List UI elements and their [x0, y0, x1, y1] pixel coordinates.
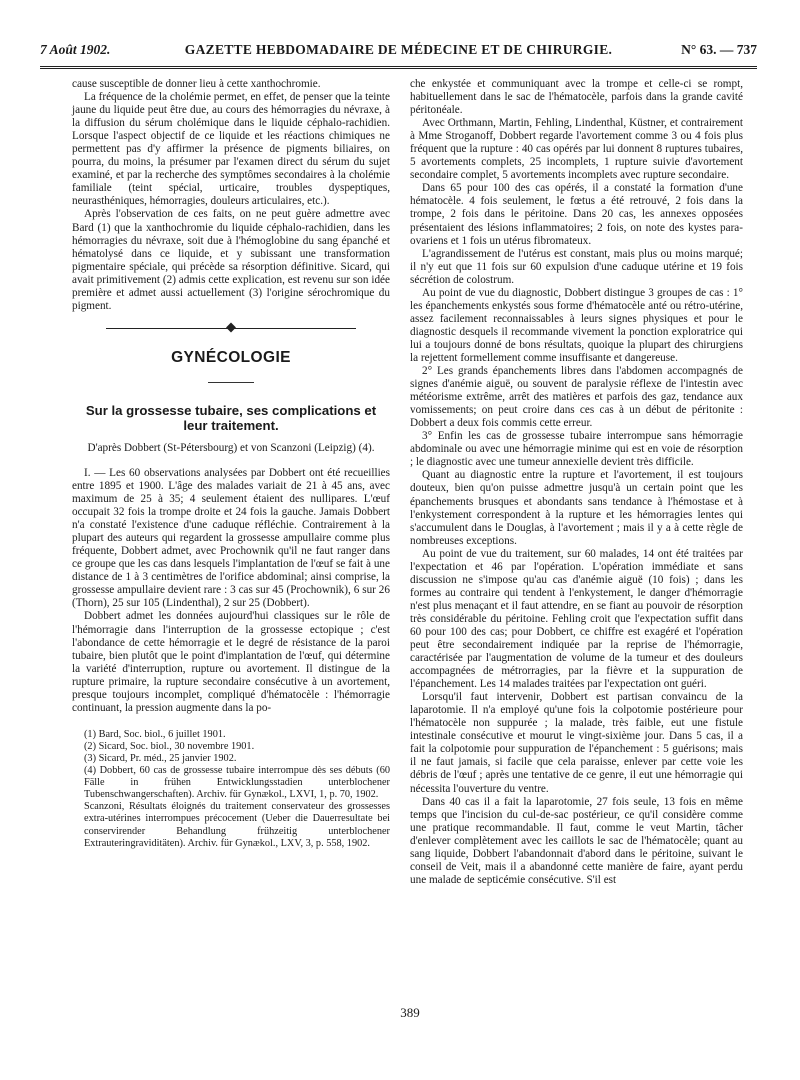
heading-rule [208, 382, 254, 383]
right-paragraph: 3° Enfin les cas de grossesse tubaire interrompue sans hémorragie abdominale ou avec une hémorragie minime qui est en voie de résorption ; le diagnostic avec une tumeur annexielle devient très difficile. [410, 430, 743, 469]
issue-number: N° 63. — 737 [681, 42, 757, 57]
footnote: (2) Sicard, Soc. biol., 30 novembre 1901. [84, 740, 255, 752]
article-title: Sur la grossesse tubaire, ses complications et leur traitement. [85, 402, 377, 433]
footnotes [72, 729, 390, 850]
right-paragraph: Lorsqu'il faut intervenir, Dobbert est partisan convaincu de la laparotomie. Il n'a employé qu'une fois la colpotomie postérieure pour l'hématocèle non suppurée ; la malade, très faible, eut une fistule intestinale consécutive et mourut le vingt-sixième jour. Dans 5 cas, il a fait la colpotomie pour suppuration de l'épanchement : 5 guérisons; mais il ne faut jamais, si facile que cela paraisse, enlever par cette voie les débris de l'œuf ; après une tentative de ce genre, il eut une hémorragie qui nécessita l'ouverture du ventre. [410, 691, 743, 795]
footnote: (3) Sicard, Pr. méd., 25 janvier 1902. [84, 753, 237, 765]
header-date: 7 Août 1902. [40, 42, 111, 57]
right-paragraph: Avec Orthmann, Martin, Fehling, Lindenthal, Küstner, et contrairement à Mme Stroganoff, Dobbert regarde l'avortement comme 3 ou 4 fois plus fréquent que la rupture : 40 cas opérés par lui donnent 8 ruptures tubaires, 5 avortements complets, 25 incomplets, 1 rupture suivie d'avortement secondaire complet, 5 avortements incomplets avec rupture secondaire. [410, 117, 743, 182]
right-paragraph: Au point de vue du traitement, sur 60 malades, 14 ont été traitées par l'expectation et 46 par l'opération. L'opération immédiate et sans discussion ne s'impose qu'au cas d'anémie aiguë (10 fois) ; dans les formes au contraire qui tendent à l'enkystement, le danger d'hémorragie n'est plus menaçant et il faut attendre, en se fiant au pouvoir de résorption très considérable du péritoine. Fehling croit que l'expectation suffit dans 60 pour 100 des cas; pour Dobbert, ce chiffre est exagéré et l'opération peut être secondairement indiquée par la reprise de l'hémorragie, caractérisée par l'augmentation de volume de la tumeur et des douleurs accompagnées de métrorragies, par la fièvre et la suppuration de l'épanchement. Les 14 malades traitées par l'expectation ont guéri. [410, 547, 743, 691]
left-paragraph: cause susceptible de donner lieu à cette xanthochromie. [72, 78, 321, 90]
right-paragraph: Dans 65 pour 100 des cas opérés, il a constaté la formation d'une hématocèle. 4 fois seulement, le fœtus a été retrouvé, 2 fois dans la trompe, 2 fois dans le péritoine. Dans 20 cas, les annexes opposées présentaient des lésions inflammatoires; 2 fois, on note des kystes para-ovariens et 1 fois un utérus fibromateux. [410, 182, 743, 247]
section-divider [106, 321, 356, 337]
section-heading: GYNÉCOLOGIE [171, 348, 291, 366]
left-paragraph: La fréquence de la cholémie permet, en effet, de penser que la teinte jaune du liquide peut être due, au cours des hémorragies du névraxe, à la diffusion du sérum cholémique dans le liquide céphalo-rachidien. Lorsque l'aspect objectif de ce liquide et les réactions chimiques ne permettent pas d'y affirmer la présence de pigments biliaires, on pourra, du moins, la présumer par l'examen direct du sérum du sujet examiné, et par la recherche des symptômes secondaires à la cholémie familiale (teint spécial, urticaire, troubles dyspeptiques, neurasthéniques, hémorragies, douleurs articulaires, etc.). [72, 91, 390, 208]
right-paragraph: Dans 40 cas il a fait la laparotomie, 27 fois seule, 13 fois en même temps que l'incision du cul-de-sac postérieur, ce qu'il considère comme une pratique recommandable. Il faut, comme le veut Martin, tâcher d'enlever complètement avec les caillots le sac de l'hématocèle; quant au sang liquide, Dobbert l'abandonnait d'abord dans le péritoine, suivant le conseil de Veit, mais il a abandonné cette manière de faire, ayant perdu une malade de septicémie consécutive. S'il est [410, 795, 743, 886]
left-column [72, 78, 390, 850]
footnote: (4) Dobbert, 60 cas de grossesse tubaire interrompue dès ses débuts (60 Fälle in frühen Entwicklungsstadien unterblochener Tubenschwangerschaften). Archiv. für Gynækol., LXVI, 1, p. 70, 1902. [84, 765, 390, 801]
right-paragraph: che enkystée et communiquant avec la trompe et celle-ci se rompt, habituellement dans le sac de l'hématocèle, parfois dans la grande cavité péritonéale. [410, 78, 743, 117]
footnote: Scanzoni, Résultats éloignés du traitement conservateur des grossesses extra-utérines interrompues précocement (Ueber die Dauerresultate bei conservirender Behandlung frühzeitig unterblochener Extrauteringraviditäten). Archiv. für Gynækol., LXV, 3, p. 558, 1902. [84, 801, 390, 849]
right-paragraph: L'agrandissement de l'utérus est constant, mais plus ou moins marqué; il n'y eut que 11 fois sur 60 expulsion d'une caduque utérine et 19 fois sécrétion de colostrum. [410, 247, 743, 286]
left-paragraph: Après l'observation de ces faits, on ne peut guère admettre avec Bard (1) que la xanthochromie du liquide céphalo-rachidien, dans les hémorragies du névraxe, soit due à l'hémoglobine du sang épanché et hématolysé dans ce liquide, et y subissant une transformation pigmentaire spéciale, qui précède sa résorption définitive. Sicard, qui avait primitivement (2) admis cette explication, est revenu sur son idée première et admet aussi actuellement (3) l'origine sérochromique du pigment. [72, 208, 390, 312]
footnote: (1) Bard, Soc. biol., 6 juillet 1901. [84, 728, 226, 740]
right-paragraph: Quant au diagnostic entre la rupture et l'avortement, il est toujours douteux, bien qu'on puisse admettre jusqu'à un certain point que les épanchements brusques et abondants sans tendance à l'hémostase et à l'enkystement correspondent à la rupture et les hémorragies lentes qui s'accumulent dans le Douglas, à l'avortement ; mais il y a à cette règle de nombreuses exceptions. [410, 469, 743, 547]
article-byline: D'après Dobbert (St-Pétersbourg) et von Scanzoni (Leipzig) (4). [87, 441, 375, 454]
left-paragraph: Dobbert admet les données aujourd'hui classiques sur le rôle de l'hémorragie dans l'interruption de la grossesse ectopique ; c'est l'abondance de cette hémorragie et le degré de résistance de la paroi tubaire, bien plutôt que le point d'implantation de l'œuf, qui détermine la variété d'interruption, rupture ou avortement. Il distingue de la rupture primaire, la rupture secondaire consécutive à un avortement, presque toujours incomplet, compliqué d'hématocèle : l'hémorragie continuant, la pression augmente dans la po- [72, 610, 390, 714]
right-paragraph: Au point de vue du diagnostic, Dobbert distingue 3 groupes de cas : 1° les épanchements enkystés sous forme d'hématocèle anté ou rétro-utérine, assez facilement reconnaissables à leurs signes physiques et pour le diagnostic desquels il recommande vivement la ponction exploratrice qui lui a toujours donné de bons résultats, quoique la plupart des chirurgiens la rejettent formellement comme insuffisante et dangereuse. [410, 286, 743, 364]
left-paragraph: I. — Les 60 observations analysées par Dobbert ont été recueillies entre 1895 et 1900. L'âge des malades variait de 21 à 45 ans, avec maximum de 25 à 35; 4 seulement étaient des nullipares. L'œuf occupait 32 fois la trompe droite et 24 fois la gauche. Jamais Dobbert n'a constaté l'existence d'une caduque réfléchie. Contrairement à la plupart des auteurs qui regardent la grossesse ampullaire comme plus fréquente, Dobbert admet, avec Prochownik qu'il ne faut ranger dans ce groupe que les cas dans lesquels l'implantation de l'œuf se fait à une distance de 1 à 3 centimètres de l'orifice abdominal; ainsi comprise, la grossesse ampullaire devient rare : 3 cas sur 45 (Prochownik), 6 sur 26 (Thorn), 25 sur 105 (Lindenthal), 2 sur 25 (Dobbert). [72, 466, 390, 610]
page-number: 389 [400, 1005, 420, 1020]
journal-title: GAZETTE HEBDOMADAIRE DE MÉDECINE ET DE CHIRURGIE. [184, 42, 613, 57]
right-column [410, 78, 743, 887]
right-paragraph: 2° Les grands épanchements libres dans l'abdomen accompagnés de signes d'anémie aiguë, ou souvent de paralysie réflexe de l'intestin avec météorisme extrême, arrêt des matières et parfois des gaz, tendance aux vomissements; on peut croire dans ces cas à un début de péritonite : Dobbert a deux fois commis cette erreur. [410, 365, 743, 430]
running-header [40, 40, 757, 69]
divider-ornament [226, 322, 236, 332]
